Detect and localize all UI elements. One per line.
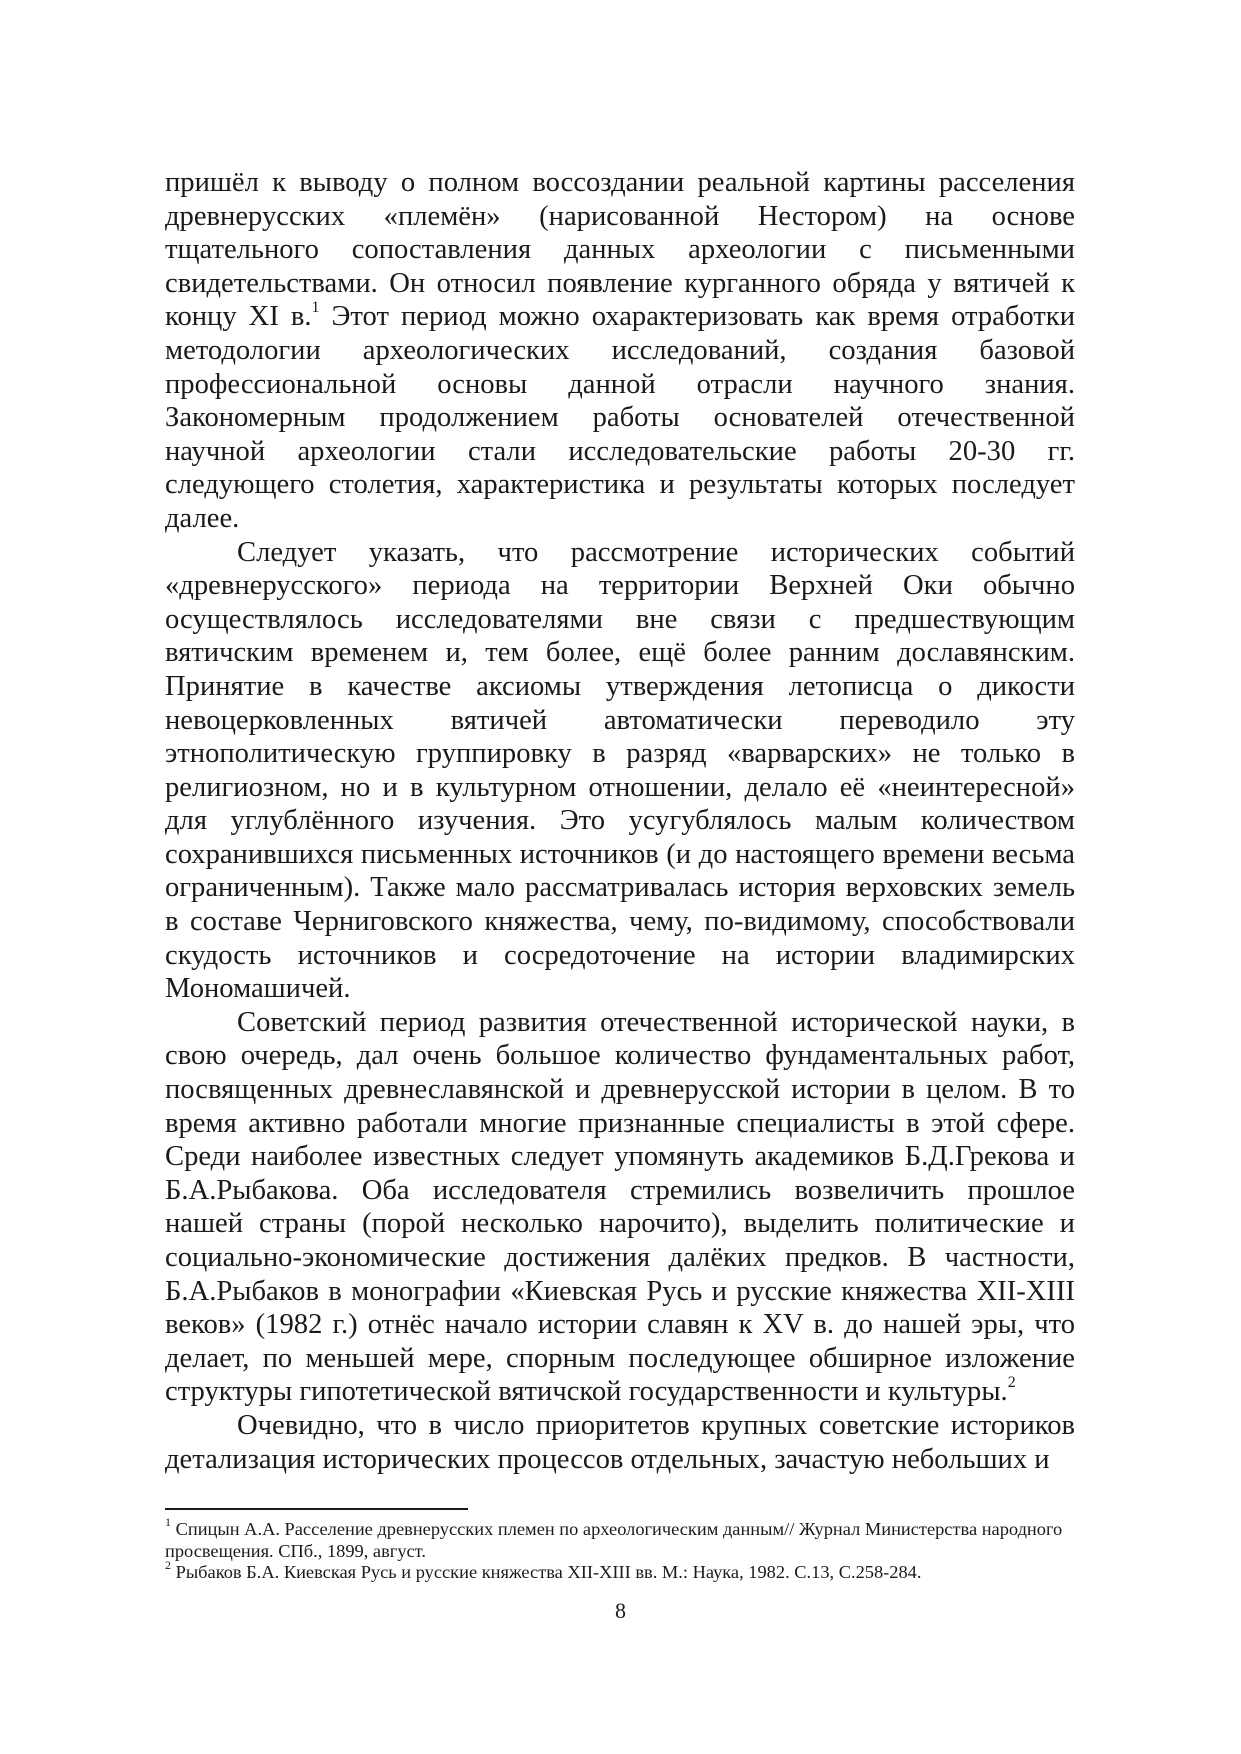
footnote-2-text: Рыбаков Б.А. Киевская Русь и русские княжества XII-XIII вв. М.: Наука, 1982. С.13, С.258-284. [171, 1562, 922, 1582]
paragraph-3 [165, 1006, 1075, 1409]
paragraph-3-lead: Советский период развития отечественной исторической науки, в свою очередь, дал очень большое количество фундаментальных работ, посвященных древнеславянской и древнерусской истории в целом. В то время активно работали многие признанные специалисты в этой сфере. Среди наиболее известных следует упомянуть академиков Б.Д.Грекова и Б.А.Рыбакова. Оба исследователя стремились возвеличить прошлое нашей страны (порой несколько нарочито), выделить политические и социально-экономические достижения далёких предков. В частности, Б.А.Рыбаков в монографии «Киевская Русь и русские княжества XII-XIII веков» (1982 г.) отнёс начало истории славян к XV в. до нашей эры, что делает, по меньшей мере, спорным последующее обширное изложение структуры гипотетической вятичской государственности и культуры. [165, 1006, 1075, 1408]
footnote-1 [165, 1514, 1075, 1562]
page-number: 8 [615, 1598, 626, 1623]
main-text [165, 166, 1075, 1476]
paragraph-2: Следует указать, что рассмотрение исторических событий «древнерусского» периода на территории Верхней Оки обычно осуществлялось исследователями вне связи с предшествующим вятичским временем и, тем более, ещё более ранним дославянским. Принятие в качестве аксиомы утверждения летописца о дикости невоцерковленных вятичей автоматически переводило эту этнополитическую группировку в разряд «варварских» не только в религиозном, но и в культурном отношении, делало её «неинтересной» для углублённого изучения. Это усугублялось малым количеством сохранившихся письменных источников (и до настоящего времени весьма ограниченным). Также мало рассматривалась история верховских земель в составе Черниговского княжества, чему, по-видимому, способствовали скудость источников и сосредоточение на истории владимирских Мономашичей. [165, 536, 1075, 1005]
footnote-divider [165, 1508, 468, 1510]
footnote-1-text: Спицын А.А. Расселение древнерусских племен по археологическим данным// Журнал Министерства народного просвещения. СПб., 1899, август. [165, 1519, 1063, 1561]
footnote-ref-1: 1 [311, 298, 320, 316]
footnote-1-marker: 1 [165, 1514, 171, 1529]
document-page [165, 166, 1075, 1476]
footnote-2 [165, 1557, 1075, 1584]
footnote-ref-2: 2 [1007, 1373, 1016, 1391]
footnote-2-marker: 2 [165, 1557, 171, 1572]
footnotes [165, 1514, 1075, 1584]
paragraph-1 [165, 166, 1075, 536]
paragraph-1-lead: пришёл к выводу о полном воссоздании реальной картины расселения древнерусских «племён» (нарисованной Нестором) на основе тщательного сопоставления данных археологии с письменными свидетельствами. Он относил появление курганного обряда у вятичей к концу XI в. [165, 167, 1075, 333]
paragraph-1-tail: Этот период можно охарактеризовать как время отработки методологии археологических исследований, создания базовой профессиональной основы данной отрасли научного знания. Закономерным продолжением работы основателей отечественной научной археологии стали исследовательские работы 20-30 гг. следующего столетия, характеристика и результаты которых последует далее. [165, 301, 1075, 534]
paragraph-4: Очевидно, что в число приоритетов крупных советские историков детализация исторических процессов отдельных, зачастую небольших и [165, 1409, 1075, 1475]
